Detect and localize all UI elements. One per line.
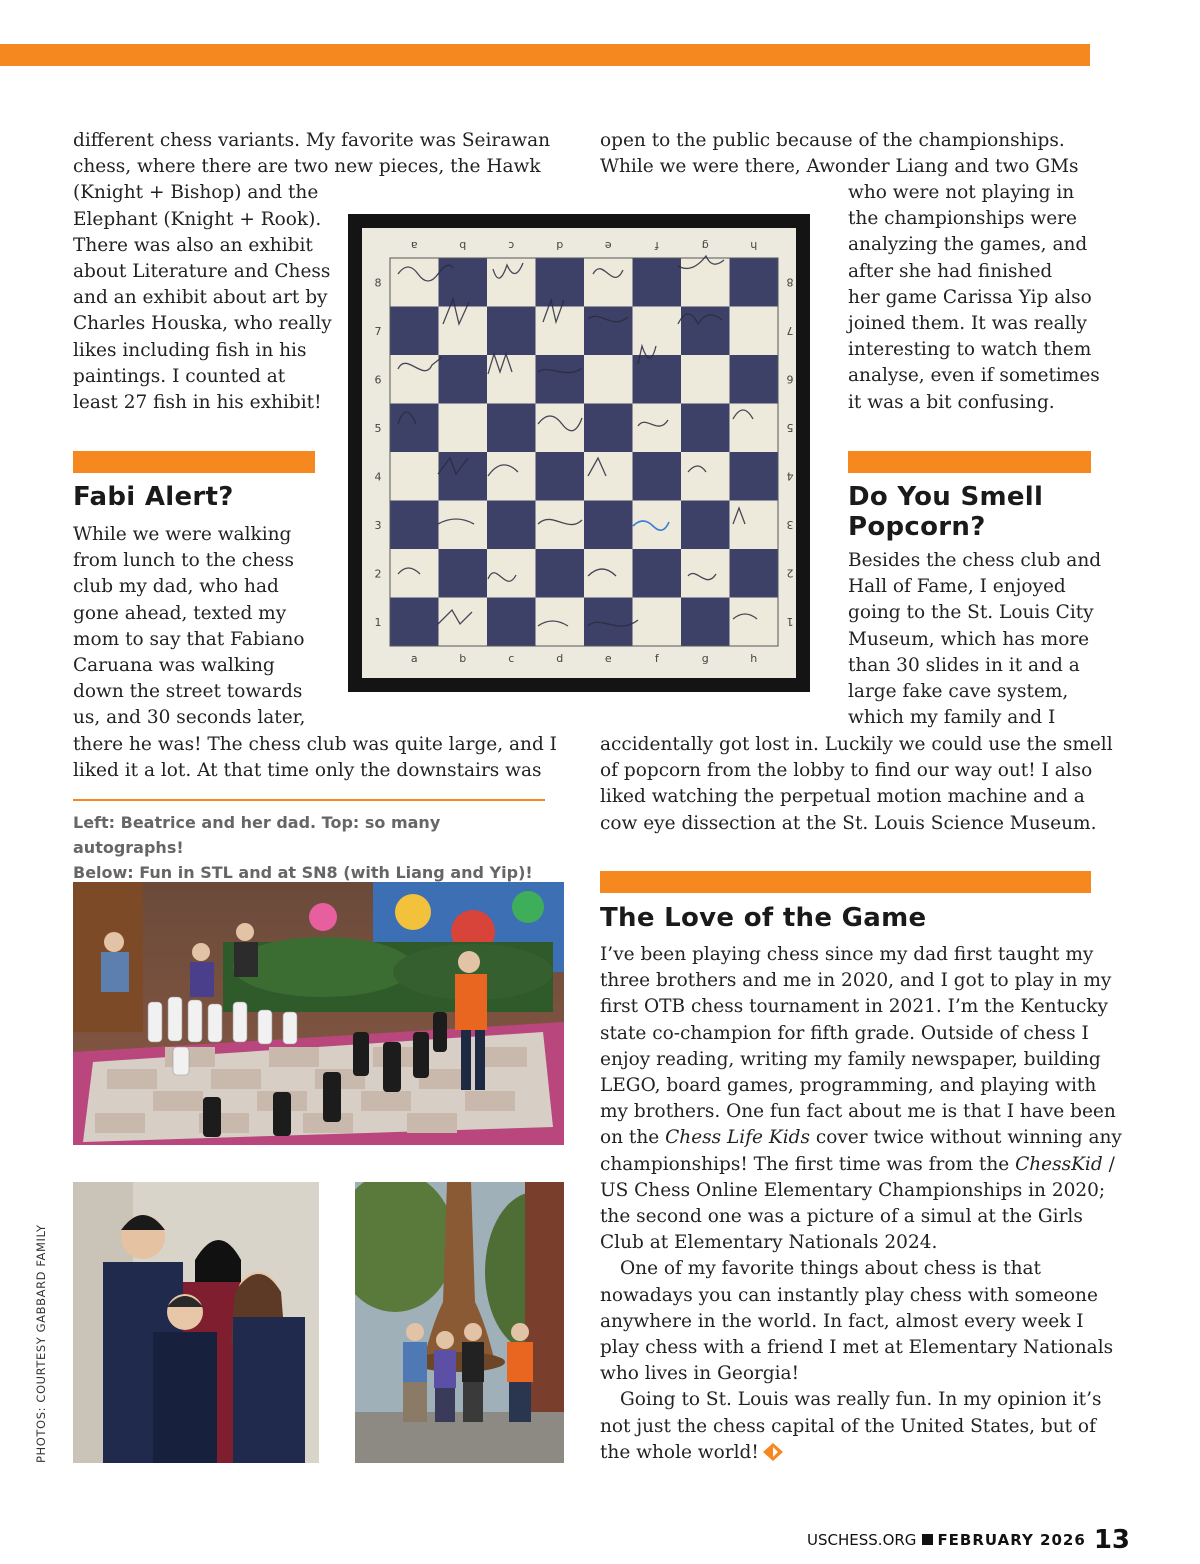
board-square [633,355,682,404]
text-line: analyzing the games, and [848,234,1088,256]
text-line: While we were walking [73,524,292,545]
board-square [390,307,439,356]
text-line: joined them. It was really [848,313,1087,335]
board-rank-label-right: 6 [786,372,794,386]
text-line: play chess with a friend I met at Elementary Nationals [600,1337,1114,1359]
text-line: While we were there, Awonder Liang and two GMs [600,156,1079,178]
board-square [390,501,439,550]
magazine-title: Chess Life Kids [665,1127,810,1149]
text-line: going to the St. Louis City [848,602,1094,624]
text-line: LEGO, board games, programming, and playing with [600,1075,1097,1097]
board-rank-label-right: 1 [786,614,794,628]
board-rank-label: 3 [374,518,382,532]
text-line: likes including fish in his [73,339,307,361]
text-line: large fake cave system, [848,681,1069,703]
text-line [600,1125,1122,1151]
mat-square [407,1113,457,1133]
board-square [487,404,536,453]
caption-line-2: Below: Fun in STL and at SN8 (with Liang and Yip)! [73,863,533,882]
text-fragment: championships! The first time was from the [600,1153,1016,1175]
board-file-label-top: d [556,239,564,252]
board-square [536,258,585,307]
board-square [487,258,536,307]
popcorn-text-wide [600,732,1113,837]
top-accent-bar [0,44,1090,66]
board-square [439,355,488,404]
page-footer [807,1525,1130,1555]
board-file-label-top: b [459,239,467,252]
board-file-label-top: g [701,239,709,252]
board-file-label: e [604,652,612,665]
board-square [730,598,779,647]
text-line: Besides the chess club and [848,550,1102,571]
board-square [584,355,633,404]
board-file-label: h [750,652,758,665]
text-line: her game Carissa Yip also [848,286,1092,308]
board-square [730,549,779,598]
text-line: Club at Elementary Nationals 2024. [600,1232,938,1254]
text-line [600,1152,1122,1178]
photo-caption [73,810,553,885]
text-line: anywhere in the world. In fact, almost every week I [600,1310,1084,1332]
text-line: us, and 30 seconds later, [73,707,306,729]
mat-square [211,1069,261,1089]
board-square [584,452,633,501]
text-line: Museum, which has more [848,628,1090,650]
text-line: cow eye dissection at the St. Louis Science Museum. [600,812,1097,834]
board-square [681,598,730,647]
text-line [600,1440,1122,1466]
footer-issue: FEBRUARY 2026 [937,1531,1086,1549]
board-square [536,452,585,501]
mat-square [95,1113,145,1133]
text-fragment: the whole world! [600,1441,759,1463]
text-line: Hall of Fame, I enjoyed [848,576,1066,598]
text-line: down the street towards [73,681,303,703]
board-square [681,355,730,404]
text-line: There was also an exhibit [73,234,313,256]
board-rank-label-right: 3 [786,517,794,531]
mat-square [465,1091,515,1111]
text-line: it was a bit confusing. [848,391,1055,413]
board-square [536,355,585,404]
board-square [584,258,633,307]
text-line: club my dad, who had [73,576,279,598]
text-line: paintings. I counted at [73,365,286,387]
board-file-label: b [459,652,467,665]
board-square [487,355,536,404]
board-square [487,598,536,647]
text-line: I’ve been playing chess since my dad first taught my [600,944,1094,965]
board-file-label-top: a [410,239,418,252]
giant-pawn-sculpture-photo [355,1182,564,1463]
board-rank-label: 4 [374,470,382,484]
text-line: after she had finished [848,260,1053,282]
board-square [681,258,730,307]
autographed-chessboard-photo [348,214,810,692]
board-square [439,404,488,453]
board-file-label: g [701,652,709,665]
board-square [730,452,779,501]
board-square [730,258,779,307]
heading-fabi-alert: Fabi Alert? [73,482,234,512]
text-line: Elephant (Knight + Rook). [73,208,322,230]
text-line: which my family and I [848,707,1056,729]
text-line: least 27 fish in his exhibit! [73,392,322,414]
board-square [390,598,439,647]
board-file-label-top: e [604,239,612,252]
mat-square [153,1091,203,1111]
text-fragment: on the [600,1127,666,1149]
board-square [390,549,439,598]
text-line: One of my favorite things about chess is that [620,1258,1041,1280]
section-bar-popcorn [848,451,1091,473]
text-fragment: cover twice without winning any [809,1127,1122,1149]
heading-popcorn-line1: Do You Smell [848,482,1044,512]
board-rank-label-right: 7 [786,323,794,337]
photo-credit: PHOTOS: COURTESY GABBARD FAMILY [34,1224,48,1463]
board-square [390,452,439,501]
text-line: and an exhibit about art by [73,287,328,309]
text-line: the second one was a picture of a simul at the Girls [600,1206,1083,1228]
text-line: (Knight + Bishop) and the [73,182,319,204]
mat-square [107,1069,157,1089]
board-square [730,307,779,356]
mat-square [361,1091,411,1111]
board-square [730,501,779,550]
board-square [681,452,730,501]
board-square [584,501,633,550]
board-rank-label-right: 2 [786,566,794,580]
text-line: chess, where there are two new pieces, the Hawk [73,156,541,178]
text-fragment: / [1102,1153,1115,1175]
board-square [681,404,730,453]
board-square [390,355,439,404]
board-rank-label-right: 5 [786,420,794,434]
giant-chess-set-photo [73,882,564,1145]
mat-square [269,1047,319,1067]
board-square [439,549,488,598]
board-square [633,452,682,501]
love-section-text [600,942,1122,1466]
text-line: who lives in Georgia! [600,1363,800,1385]
board-rank-label: 2 [374,567,382,581]
board-square [633,549,682,598]
board-rank-label: 7 [374,324,382,338]
text-line: Going to St. Louis was really fun. In my opinion it’s [620,1389,1102,1411]
board-square [633,598,682,647]
board-square [536,307,585,356]
text-line: Caruana was walking [73,655,275,677]
text-line: who were not playing in [848,182,1075,203]
text-line: accidentally got lost in. Luckily we could use the smell [600,734,1113,755]
text-line: the championships were [848,208,1077,230]
board-file-label: a [410,652,418,665]
footer-square-icon [922,1534,933,1545]
board-file-label: f [654,652,659,665]
text-line: interesting to watch them [848,339,1092,361]
right-column-intro-wide [600,128,1079,180]
text-line: than 30 slides in it and a [848,654,1080,676]
text-line: three brothers and me in 2020, and I got to play in my [600,970,1112,992]
board-rank-label-right: 4 [786,469,794,483]
text-line: state co-champion for fifth grade. Outside of chess I [600,1022,1089,1044]
board-square [584,404,633,453]
text-line: about Literature and Chess [73,261,331,283]
text-line: first OTB chess tournament in 2021. I’m the Kentucky [600,996,1108,1018]
text-line: open to the public because of the championships. [600,130,1065,151]
footer-site: USCHESS.ORG [807,1531,917,1549]
text-line: liked it a lot. At that time only the downstairs was [73,759,542,781]
board-square [633,307,682,356]
board-file-label: d [556,652,564,665]
text-line: of popcorn from the lobby to find our way out! I also [600,760,1093,782]
board-square [633,258,682,307]
text-line: liked watching the perpetual motion machine and a [600,786,1085,808]
board-rank-label: 5 [374,421,382,435]
text-line: not just the chess capital of the United States, but of [600,1415,1096,1437]
chess-emblem-icon [763,1443,783,1461]
caption-line-1: Left: Beatrice and her dad. Top: so many autographs! [73,813,441,857]
board-square [487,452,536,501]
board-square [487,307,536,356]
brand-name: ChessKid [1015,1153,1103,1175]
text-line: nowadays you can instantly play chess with someone [600,1284,1098,1306]
section-bar-fabi [73,451,315,473]
board-rank-label: 6 [374,373,382,387]
board-square [390,404,439,453]
text-line: mom to say that Fabiano [73,628,305,650]
board-square [536,501,585,550]
board-square [584,307,633,356]
text-line: enjoy reading, writing my family newspaper, building [600,1048,1101,1070]
text-line: Charles Houska, who really [73,313,332,335]
heading-popcorn-line2: Popcorn? [848,512,986,542]
text-line: different chess variants. My favorite was Seirawan [73,130,551,151]
board-file-label-top: f [654,239,659,252]
board-square [730,355,779,404]
board-square [439,501,488,550]
heading-love-of-the-game: The Love of the Game [600,903,927,933]
popcorn-text-narrow [848,548,1101,731]
board-square [487,501,536,550]
board-square [633,404,682,453]
board-rank-label: 1 [374,615,382,629]
text-line: US Chess Online Elementary Championships in 2020; [600,1179,1106,1201]
board-square [681,501,730,550]
board-rank-label: 8 [374,276,382,290]
board-file-label: c [508,652,515,665]
board-square [439,307,488,356]
page-number: 13 [1093,1525,1130,1555]
board-file-label-top: c [508,239,515,252]
board-square [536,549,585,598]
mat-square [165,1047,215,1067]
text-line: there he was! The chess club was quite large, and I [73,733,557,755]
caption-rule [73,799,545,801]
board-rank-label-right: 8 [786,275,794,289]
board-square [633,501,682,550]
family-group-photo [73,1182,319,1463]
board-square [584,598,633,647]
board-square [390,258,439,307]
board-square [439,452,488,501]
right-column-intro-narrow [848,180,1100,416]
text-line: my brothers. One fun fact about me is that I have been [600,1101,1116,1123]
heading-popcorn [848,482,1043,542]
board-square [730,404,779,453]
text-line: from lunch to the chess [73,550,294,572]
text-line: analyse, even if sometimes [848,365,1100,387]
board-square [681,549,730,598]
board-file-label-top: h [750,239,758,252]
section-bar-love [600,871,1091,893]
text-line: gone ahead, texted my [73,602,287,624]
